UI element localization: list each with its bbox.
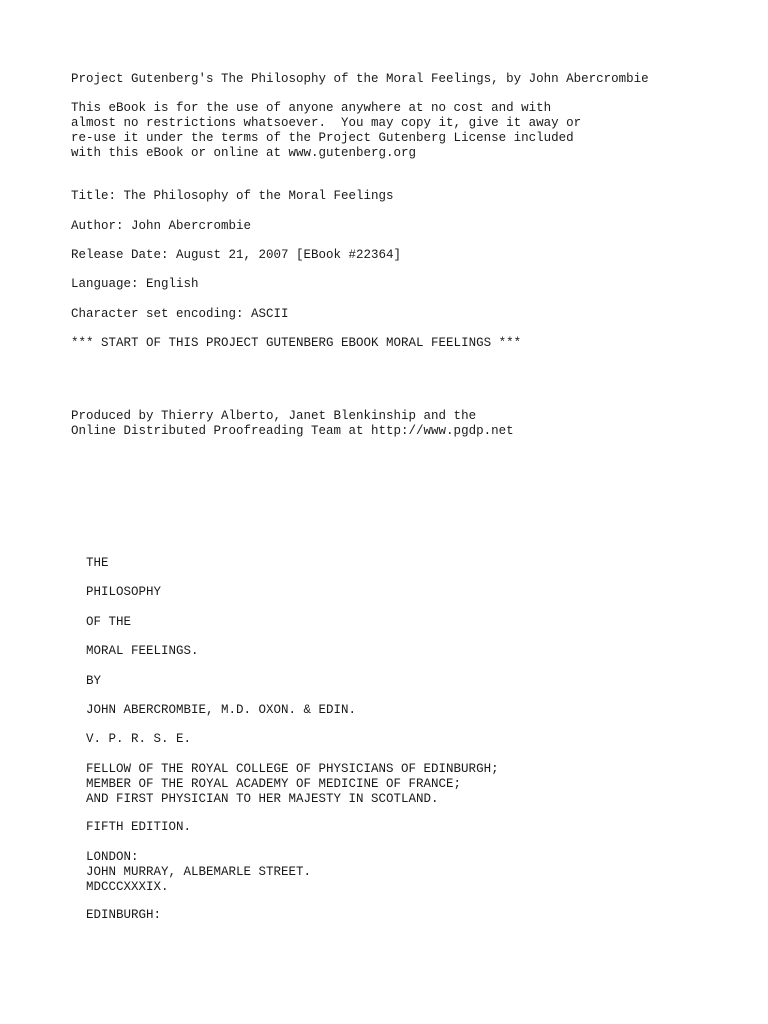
title-page-edition: FIFTH EDITION.	[86, 820, 192, 834]
title-page-fellowships	[86, 762, 499, 807]
title-page-london	[86, 850, 311, 895]
title-page-edinburgh: EDINBURGH:	[86, 908, 162, 922]
fellowship-line: AND FIRST PHYSICIAN TO HER MAJESTY IN SCOTLAND.	[86, 792, 439, 806]
title-page-moral-feelings: MORAL FEELINGS.	[86, 644, 199, 658]
title-page-of-the: OF THE	[86, 615, 132, 629]
start-marker: *** START OF THIS PROJECT GUTENBERG EBOOK MORAL FEELINGS ***	[71, 336, 522, 350]
license-paragraph	[71, 101, 581, 161]
metadata-language: Language: English	[71, 277, 199, 291]
title-page-philosophy: PHILOSOPHY	[86, 585, 162, 599]
license-line: This eBook is for the use of anyone anywhere at no cost and with	[71, 101, 552, 115]
title-page-author: JOHN ABERCROMBIE, M.D. OXON. & EDIN.	[86, 703, 357, 717]
fellowship-line: FELLOW OF THE ROYAL COLLEGE OF PHYSICIANS OF EDINBURGH;	[86, 762, 499, 776]
title-page-the: THE	[86, 556, 109, 570]
header-line: Project Gutenberg's The Philosophy of the Moral Feelings, by John Abercrombie	[71, 72, 649, 86]
producers-line: Online Distributed Proofreading Team at http://www.pgdp.net	[71, 424, 514, 438]
imprint-line: JOHN MURRAY, ALBEMARLE STREET.	[86, 865, 312, 879]
metadata-encoding: Character set encoding: ASCII	[71, 307, 289, 321]
producers-line: Produced by Thierry Alberto, Janet Blenkinship and the	[71, 409, 477, 423]
fellowship-line: MEMBER OF THE ROYAL ACADEMY OF MEDICINE OF FRANCE;	[86, 777, 462, 791]
title-page-vprse: V. P. R. S. E.	[86, 732, 192, 746]
title-page-by: BY	[86, 674, 102, 688]
producers-paragraph	[71, 409, 514, 439]
metadata-release-date: Release Date: August 21, 2007 [EBook #22364]	[71, 248, 402, 262]
metadata-author: Author: John Abercrombie	[71, 219, 252, 233]
imprint-line: MDCCCXXXIX.	[86, 880, 169, 894]
license-line: re-use it under the terms of the Project Gutenberg License included	[71, 131, 574, 145]
license-line: with this eBook or online at www.gutenberg.org	[71, 146, 417, 160]
imprint-line: LONDON:	[86, 850, 139, 864]
metadata-title: Title: The Philosophy of the Moral Feelings	[71, 189, 394, 203]
license-line: almost no restrictions whatsoever. You may copy it, give it away or	[71, 116, 582, 130]
